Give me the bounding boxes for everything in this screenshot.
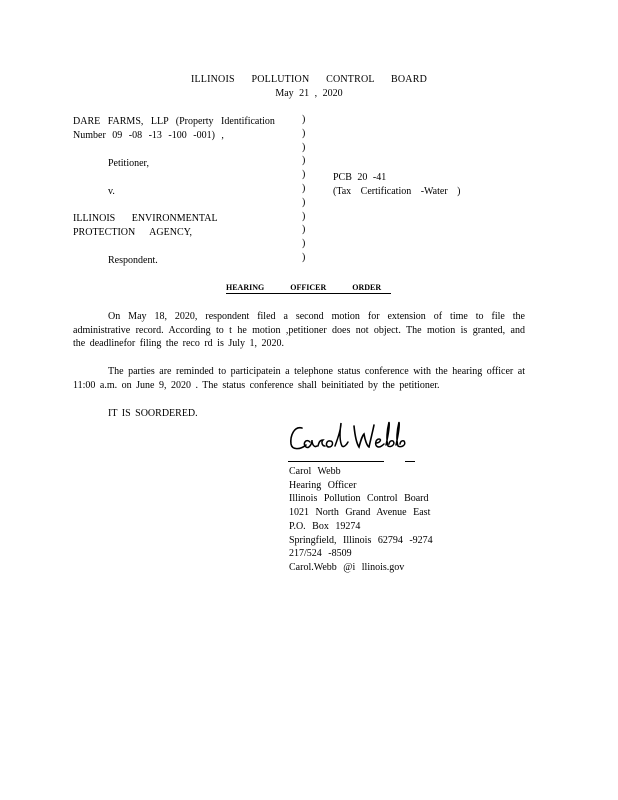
caption-paren: ): [302, 141, 306, 153]
signer-email: Carol.Webb @i llinois.gov: [289, 561, 405, 573]
versus-label: v.: [108, 186, 115, 197]
agency-title: ILLINOIS POLLUTION CONTROL BOARD: [190, 74, 428, 85]
signature-block: [289, 465, 433, 575]
case-type: (Tax Certification -Water ): [333, 186, 461, 197]
paragraph-extension-motion: On May 18, 2020, respondent filed a second motion for extension of time to file the administrative record. According to t he motion ,petitioner does not object. The motion is granted, and the deadlinefor filing the reco rd is July 1, 2020.: [73, 311, 525, 349]
respondent-name-line2: PROTECTION AGENCY,: [73, 227, 193, 238]
caption-paren: ): [302, 238, 306, 250]
caption-paren: ): [302, 251, 306, 263]
caption-paren: ): [302, 196, 306, 208]
signer-city-state-zip: Springfield, Illinois 62794 -9274: [289, 534, 433, 546]
petitioner-name-line1: DARE FARMS, LLP (Property Identification: [73, 116, 275, 127]
signer-organization: Illinois Pollution Control Board: [289, 493, 429, 505]
signer-po-box: P.O. Box 19274: [289, 520, 361, 532]
signature-line: [288, 461, 384, 462]
caption-paren-column: [302, 113, 305, 265]
caption-paren: ): [302, 210, 306, 222]
caption-paren: ): [302, 114, 306, 125]
signer-name: Carol Webb: [289, 466, 341, 477]
caption-paren: ): [302, 224, 306, 236]
petitioner-name-line2: Number 09 -08 -13 -100 -001) ,: [73, 130, 224, 141]
signer-phone: 217/524 -8509: [289, 548, 352, 560]
caption-paren: ): [302, 155, 306, 167]
closing-statement: IT IS SOORDERED.: [108, 408, 198, 419]
respondent-role: Respondent.: [108, 255, 158, 266]
caption-paren: ): [302, 127, 306, 139]
signer-street-address: 1021 North Grand Avenue East: [289, 507, 431, 519]
paragraph-status-conference: The parties are reminded to participatein a telephone status conference with the hearing officer at 11:00 a.m. on June 9, 2020 . The status conference shall beinitiated by the petitioner.: [73, 366, 525, 391]
signature-line-dash: [405, 461, 415, 462]
petitioner-role: Petitioner,: [108, 158, 149, 169]
order-date: May 21 , 2020: [275, 88, 343, 99]
case-number: PCB 20 -41: [333, 172, 387, 183]
handwritten-signature: [288, 418, 413, 456]
caption-paren: ): [302, 182, 306, 194]
caption-paren: ): [302, 169, 306, 181]
signer-title: Hearing Officer: [289, 479, 357, 491]
respondent-name-line1: ILLINOIS ENVIRONMENTAL: [73, 213, 218, 224]
order-title: HEARING OFFICER ORDER: [226, 283, 391, 294]
